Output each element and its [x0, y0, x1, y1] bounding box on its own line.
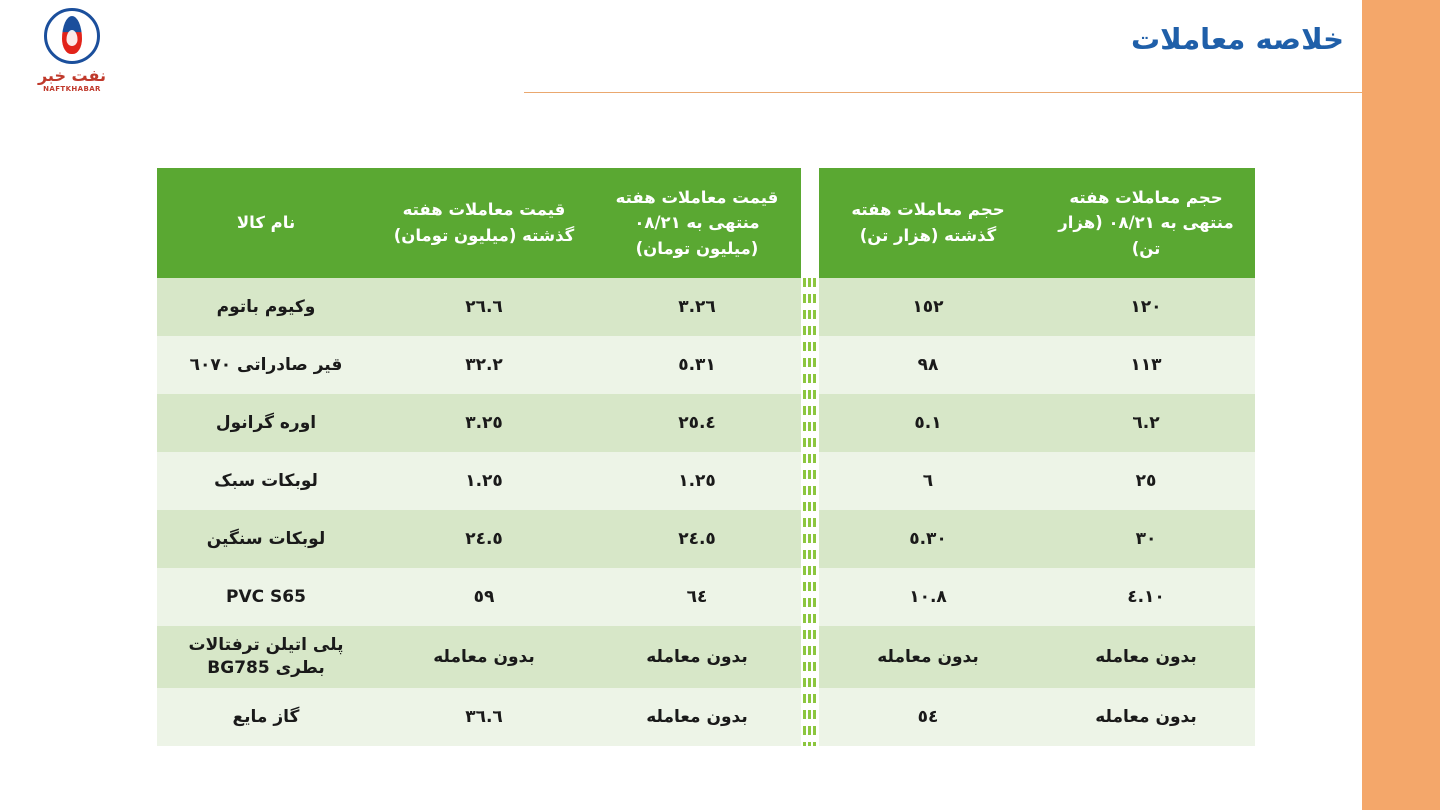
cell-product: قیر صادراتی ٦۰۷۰ — [157, 336, 375, 394]
table-row — [157, 394, 1255, 452]
cell-volume-previous: بدون معامله — [819, 626, 1037, 688]
table-row — [157, 688, 1255, 746]
cell-volume-previous: ۱۰.۸ — [819, 568, 1037, 626]
cell-price-previous: ۲٥.۳ — [375, 394, 593, 452]
cell-volume-previous: ۱.٥ — [819, 394, 1037, 452]
cell-volume-current: ۳۰ — [1037, 510, 1255, 568]
table-row — [157, 510, 1255, 568]
dashed-separator — [801, 278, 819, 746]
table-row — [157, 336, 1255, 394]
right-accent-bar — [1362, 0, 1440, 810]
cell-volume-current: ۲٥ — [1037, 452, 1255, 510]
logo-name-fa: نفت خبر — [37, 66, 107, 85]
cell-price-current: ۲٥.٤ — [593, 394, 801, 452]
table-header-row — [157, 168, 1255, 278]
cell-price-previous: ۲٤.٥ — [375, 510, 593, 568]
cell-price-current: ۲٦.۳ — [593, 278, 801, 336]
cell-price-previous: بدون معامله — [375, 626, 593, 688]
cell-volume-current: ۲.٦ — [1037, 394, 1255, 452]
column-header-volume-previous: حجم معاملات هفته گذشته (هزار تن) — [819, 168, 1037, 278]
table-body — [157, 278, 1255, 746]
cell-price-current: ۲٤.٥ — [593, 510, 801, 568]
logo-flame-icon — [44, 8, 100, 64]
cell-volume-previous: ٥٤ — [819, 688, 1037, 746]
table-row — [157, 568, 1255, 626]
table-row — [157, 626, 1255, 688]
cell-volume-previous: ۹۸ — [819, 336, 1037, 394]
cell-volume-current: بدون معامله — [1037, 626, 1255, 688]
column-header-price-previous: قیمت معاملات هفته گذشته (میلیون تومان) — [375, 168, 593, 278]
cell-price-current: بدون معامله — [593, 626, 801, 688]
cell-price-previous: ۳۲.۲ — [375, 336, 593, 394]
cell-product: پلی اتیلن ترفتالات بطری BG785 — [157, 626, 375, 688]
transactions-summary-table — [157, 168, 1255, 746]
cell-volume-previous: ۳۰.٥ — [819, 510, 1037, 568]
cell-price-previous: ۲٦.٦ — [375, 278, 593, 336]
cell-product: گاز مایع — [157, 688, 375, 746]
cell-price-current: بدون معامله — [593, 688, 801, 746]
title-divider — [524, 92, 1362, 93]
column-separator — [801, 168, 819, 278]
cell-volume-current: ۱۱۳ — [1037, 336, 1255, 394]
cell-price-current: ۲٥.۱ — [593, 452, 801, 510]
column-header-price-current: قیمت معاملات هفته منتهی به ۰۸/۲۱ (میلیون تومان) — [593, 168, 801, 278]
cell-volume-current: ۱۰.٤ — [1037, 568, 1255, 626]
cell-volume-current: بدون معامله — [1037, 688, 1255, 746]
cell-price-previous: ٥۹ — [375, 568, 593, 626]
cell-product: اوره گرانول — [157, 394, 375, 452]
table-row — [157, 278, 1255, 336]
cell-price-current: ٦٤ — [593, 568, 801, 626]
cell-price-previous: ۳٦.٦ — [375, 688, 593, 746]
cell-product: PVC S65 — [157, 568, 375, 626]
cell-volume-previous: ٦ — [819, 452, 1037, 510]
cell-volume-previous: ۱٥۲ — [819, 278, 1037, 336]
cell-product: لوبکات سبک — [157, 452, 375, 510]
cell-product: وکیوم باتوم — [157, 278, 375, 336]
cell-price-current: ۳۱.٥ — [593, 336, 801, 394]
logo — [24, 8, 120, 104]
cell-volume-current: ۱۲۰ — [1037, 278, 1255, 336]
column-header-volume-current: حجم معاملات هفته منتهی به ۰۸/۲۱ (هزار تن) — [1037, 168, 1255, 278]
column-header-product: نام کالا — [157, 168, 375, 278]
page-title: خلاصه معاملات — [1131, 22, 1344, 56]
table-row — [157, 452, 1255, 510]
cell-product: لوبکات سنگین — [157, 510, 375, 568]
cell-price-previous: ۲٥.۱ — [375, 452, 593, 510]
logo-name-en: NAFTKHABAR — [43, 85, 101, 93]
